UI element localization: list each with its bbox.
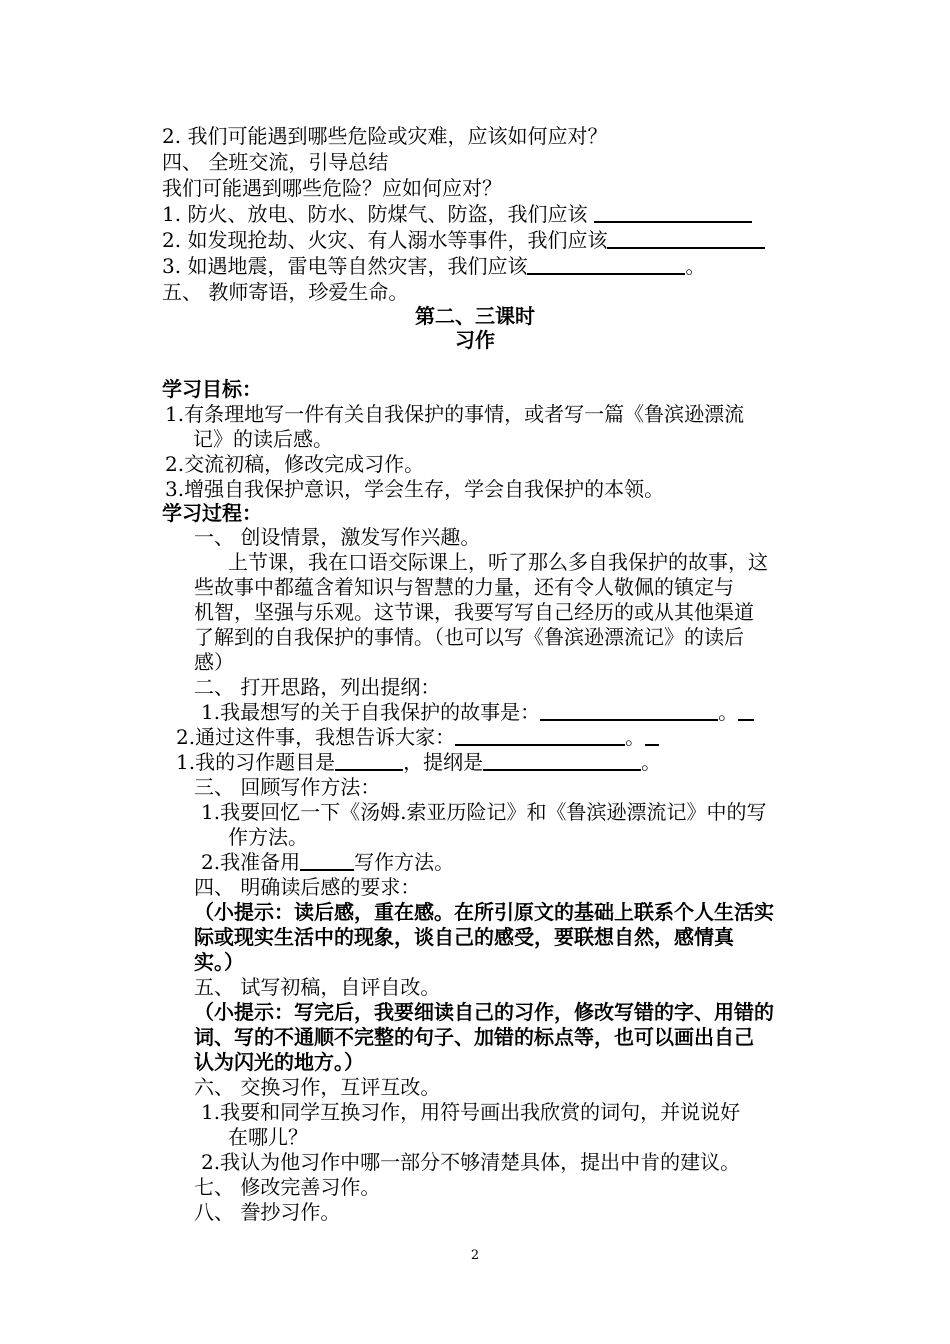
paragraph-1-line-2: 些故事中都蕴含着知识与智慧的力量，还有令人敬佩的镇定与 xyxy=(194,575,734,599)
story-blank-tail xyxy=(738,699,754,721)
answer-1-blank xyxy=(594,201,752,223)
step-7-heading: 七、 修改完善习作。 xyxy=(194,1175,381,1199)
paragraph-1-line-5: 感） xyxy=(194,650,234,674)
answer-3 xyxy=(162,253,705,279)
method-blank xyxy=(300,849,354,871)
answer-1-text: 1. 防火、放电、防水、防煤气、防盗，我们应该 xyxy=(162,202,594,226)
tip-2-line-2: 词、写的不通顺不完整的句子、加错的标点等，也可以画出自己 xyxy=(194,1025,754,1049)
summary-question: 我们可能遇到哪些危险？应如何应对？ xyxy=(162,176,502,200)
step-4-requirements-heading: 四、 明确读后感的要求： xyxy=(194,875,421,899)
message-blank xyxy=(455,724,625,746)
step-2-item-1-end: 。 xyxy=(718,700,739,724)
paragraph-1-line-1: 上节课，我在口语交际课上，听了那么多自我保护的故事，这 xyxy=(228,550,768,574)
message-blank-tail xyxy=(645,724,659,746)
process-heading: 学习过程： xyxy=(162,501,262,525)
story-blank xyxy=(540,699,718,721)
step-2-heading: 二、 打开思路，列出提纲： xyxy=(194,675,441,699)
paragraph-1-line-4: 了解到的自我保护的事情。（也可以写《鲁滨逊漂流记》的读后 xyxy=(194,625,744,649)
tip-2-line-1: （小提示：写完后，我要细读自己的习作，修改写错的字、用错的 xyxy=(194,1000,774,1024)
title-blank xyxy=(335,749,403,771)
step-6-item-2: 2.我认为他习作中哪一部分不够清楚具体，提出中肯的建议。 xyxy=(201,1150,741,1174)
goal-1-line-2: 记》的读后感。 xyxy=(193,427,333,451)
lesson-title: 第二、三课时 xyxy=(415,304,535,328)
page-number: 2 xyxy=(470,1248,480,1263)
step-2-item-1 xyxy=(201,699,754,725)
step-5-draft-heading: 五、 试写初稿，自评自改。 xyxy=(194,975,441,999)
outline-blank xyxy=(483,749,641,771)
tip-1-line-1: （小提示：读后感，重在感。在所引原文的基础上联系个人生活实 xyxy=(194,900,774,924)
step-2-item-2-end: 。 xyxy=(625,725,646,749)
answer-1 xyxy=(162,201,752,227)
step-3-item-2 xyxy=(201,849,454,875)
step-3-item-2-text-b: 写作方法。 xyxy=(354,850,455,874)
answer-2 xyxy=(162,227,765,253)
step-6-heading: 六、 交换习作，互评互改。 xyxy=(194,1075,441,1099)
step-6-item-1-line-2: 在哪儿？ xyxy=(228,1125,308,1149)
answer-2-text: 2. 如发现抢劫、火灾、有人溺水等事件，我们应该 xyxy=(162,228,608,252)
step-5-heading: 五、 教师寄语，珍爱生命。 xyxy=(162,280,409,304)
step-2-item-3 xyxy=(176,749,661,775)
question-2: 2. 我们可能遇到哪些危险或灾难，应该如何应对？ xyxy=(162,124,608,148)
answer-3-text: 3. 如遇地震，雷电等自然灾害，我们应该 xyxy=(162,254,528,278)
step-3-item-2-text-a: 2.我准备用 xyxy=(201,850,301,874)
step-3-item-1-line-2: 作方法。 xyxy=(228,825,308,849)
paragraph-1-line-3: 机智，坚强与乐观。这节课，我要写写自己经历的或从其他渠道 xyxy=(194,600,754,624)
goal-3: 3.增强自我保护意识，学会生存，学会自我保护的本领。 xyxy=(165,477,665,501)
step-3-heading: 三、 回顾写作方法： xyxy=(194,775,381,799)
topic-title: 习作 xyxy=(455,328,495,352)
step-2-item-2-text: 2.通过这件事，我想告诉大家： xyxy=(176,725,456,749)
step-2-item-3-text-a: 1.我的习作题目是 xyxy=(176,750,336,774)
step-2-item-3-text-b: ，提纲是 xyxy=(403,750,484,774)
goal-1-line-1: 1.有条理地写一件有关自我保护的事情，或者写一篇《鲁滨逊漂流 xyxy=(165,402,745,426)
step-1-heading: 一、 创设情景，激发写作兴趣。 xyxy=(194,525,481,549)
step-6-item-1-line-1: 1.我要和同学互换习作，用符号画出我欣赏的词句，并说说好 xyxy=(201,1100,741,1124)
step-2-item-1-text: 1.我最想写的关于自我保护的故事是： xyxy=(201,700,541,724)
step-2-item-2 xyxy=(176,724,659,750)
step-2-item-3-end: 。 xyxy=(641,750,662,774)
goals-heading: 学习目标： xyxy=(162,377,262,401)
tip-2-line-3: 认为闪光的地方。） xyxy=(194,1050,364,1074)
step-3-item-1-line-1: 1.我要回忆一下《汤姆.索亚历险记》和《鲁滨逊漂流记》中的写 xyxy=(201,800,767,824)
step-8-heading: 八、 誊抄习作。 xyxy=(194,1200,341,1224)
goal-2: 2.交流初稿，修改完成习作。 xyxy=(165,452,425,476)
answer-3-end: 。 xyxy=(685,254,706,278)
tip-1-line-2: 际或现实生活中的现象，谈自己的感受，要联想自然，感情真 xyxy=(194,925,734,949)
answer-3-blank xyxy=(527,253,685,275)
step-4-heading: 四、 全班交流，引导总结 xyxy=(162,150,389,174)
tip-1-line-3: 实。） xyxy=(194,950,244,974)
answer-2-blank xyxy=(607,227,765,249)
